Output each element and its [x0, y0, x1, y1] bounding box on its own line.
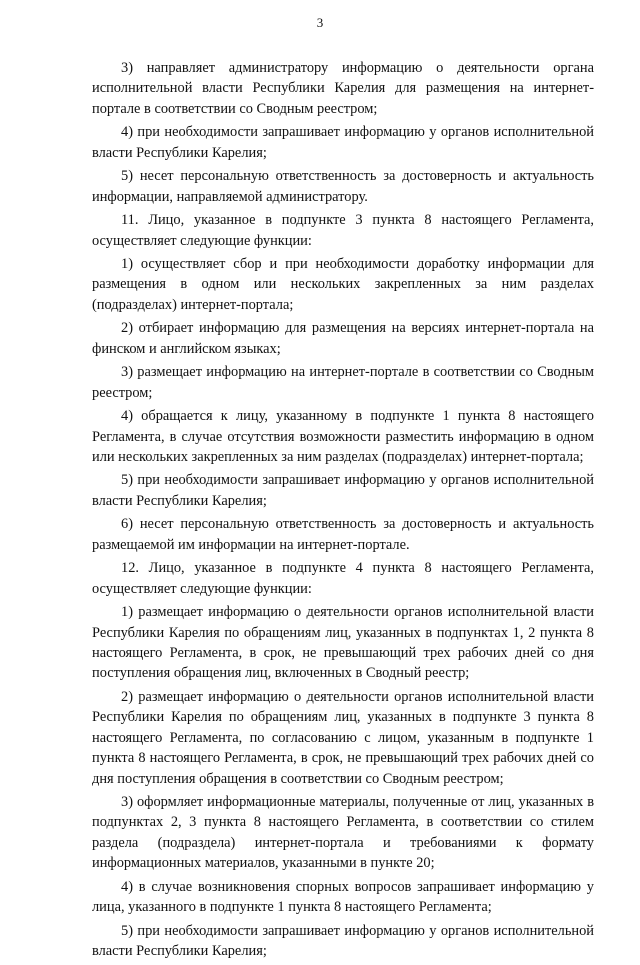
paragraph: 1) размещает информацию о деятельности органов исполнительной власти Республики Карелия по обращениям лиц, указанных в подпунктах 1, 2 пункта 8 настоящего Регламента, в срок, не превышающий трех рабочих дней со дня поступления обращения лиц, включенных в Сводный реестр;	[92, 604, 594, 682]
paragraph: 2) отбирает информацию для размещения на версиях интернет-портала на финском и английском языках;	[92, 320, 594, 357]
paragraph: 12. Лицо, указанное в подпункте 4 пункта 8 настоящего Регламента, осуществляет следующие функции:	[92, 560, 594, 597]
page-number: 3	[316, 15, 324, 30]
paragraph: 11. Лицо, указанное в подпункте 3 пункта 8 настоящего Регламента, осуществляет следующие функции:	[92, 212, 594, 249]
paragraph: 6) несет персональную ответственность за достоверность и актуальность размещаемой им информации на интернет-портале.	[92, 516, 594, 553]
paragraph: 3) размещает информацию на интернет-портале в соответствии со Сводным реестром;	[92, 364, 594, 401]
paragraph: 3) оформляет информационные материалы, полученные от лиц, указанных в подпунктах 2, 3 пункта 8 настоящего Регламента, в соответствии со стилем раздела (подраздела) интернет-портала и требованиями к формату информационных материалов, указанными в пункте 20;	[92, 794, 594, 872]
paragraph: 3) направляет администратору информацию о деятельности органа исполнительной власти Республики Карелия для размещения на интернет-портале в соответствии со Сводным реестром;	[92, 60, 594, 117]
paragraph: 5) при необходимости запрашивает информацию у органов исполнительной власти Республики Карелия;	[92, 922, 594, 960]
paragraph: 1) осуществляет сбор и при необходимости доработку информации для размещения в одном или нескольких закрепленных за ним разделах (подразделах) интернет-портала;	[92, 256, 594, 313]
paragraph: 4) в случае возникновения спорных вопросов запрашивает информацию у лица, указанного в подпункте 1 пункта 8 настоящего Регламента;	[92, 878, 594, 916]
paragraph: 5) несет персональную ответственность за достоверность и актуальность информации, направляемой администратору.	[92, 168, 594, 205]
paragraph: 2) размещает информацию о деятельности органов исполнительной власти Республики Карелия по обращениям лиц, указанных в подпункте 3 пункта 8 настоящего Регламента, по согласованию с лицом, указанным в подпункте 1 пункта 8 настоящего Регламента, в срок, не превышающий трех рабочих дней со дня поступления обращения в соответствии со Сводным реестром;	[92, 688, 594, 787]
paragraph: 4) обращается к лицу, указанному в подпункте 1 пункта 8 настоящего Регламента, в случае отсутствия возможности разместить информацию в одном или нескольких закрепленных за ним разделах (подразделах) интернет-портала;	[92, 408, 594, 465]
paragraph: 5) при необходимости запрашивает информацию у органов исполнительной власти Республики Карелия;	[92, 472, 594, 509]
document-body	[92, 58, 594, 965]
paragraph: 4) при необходимости запрашивает информацию у органов исполнительной власти Республики Карелия;	[92, 124, 594, 161]
